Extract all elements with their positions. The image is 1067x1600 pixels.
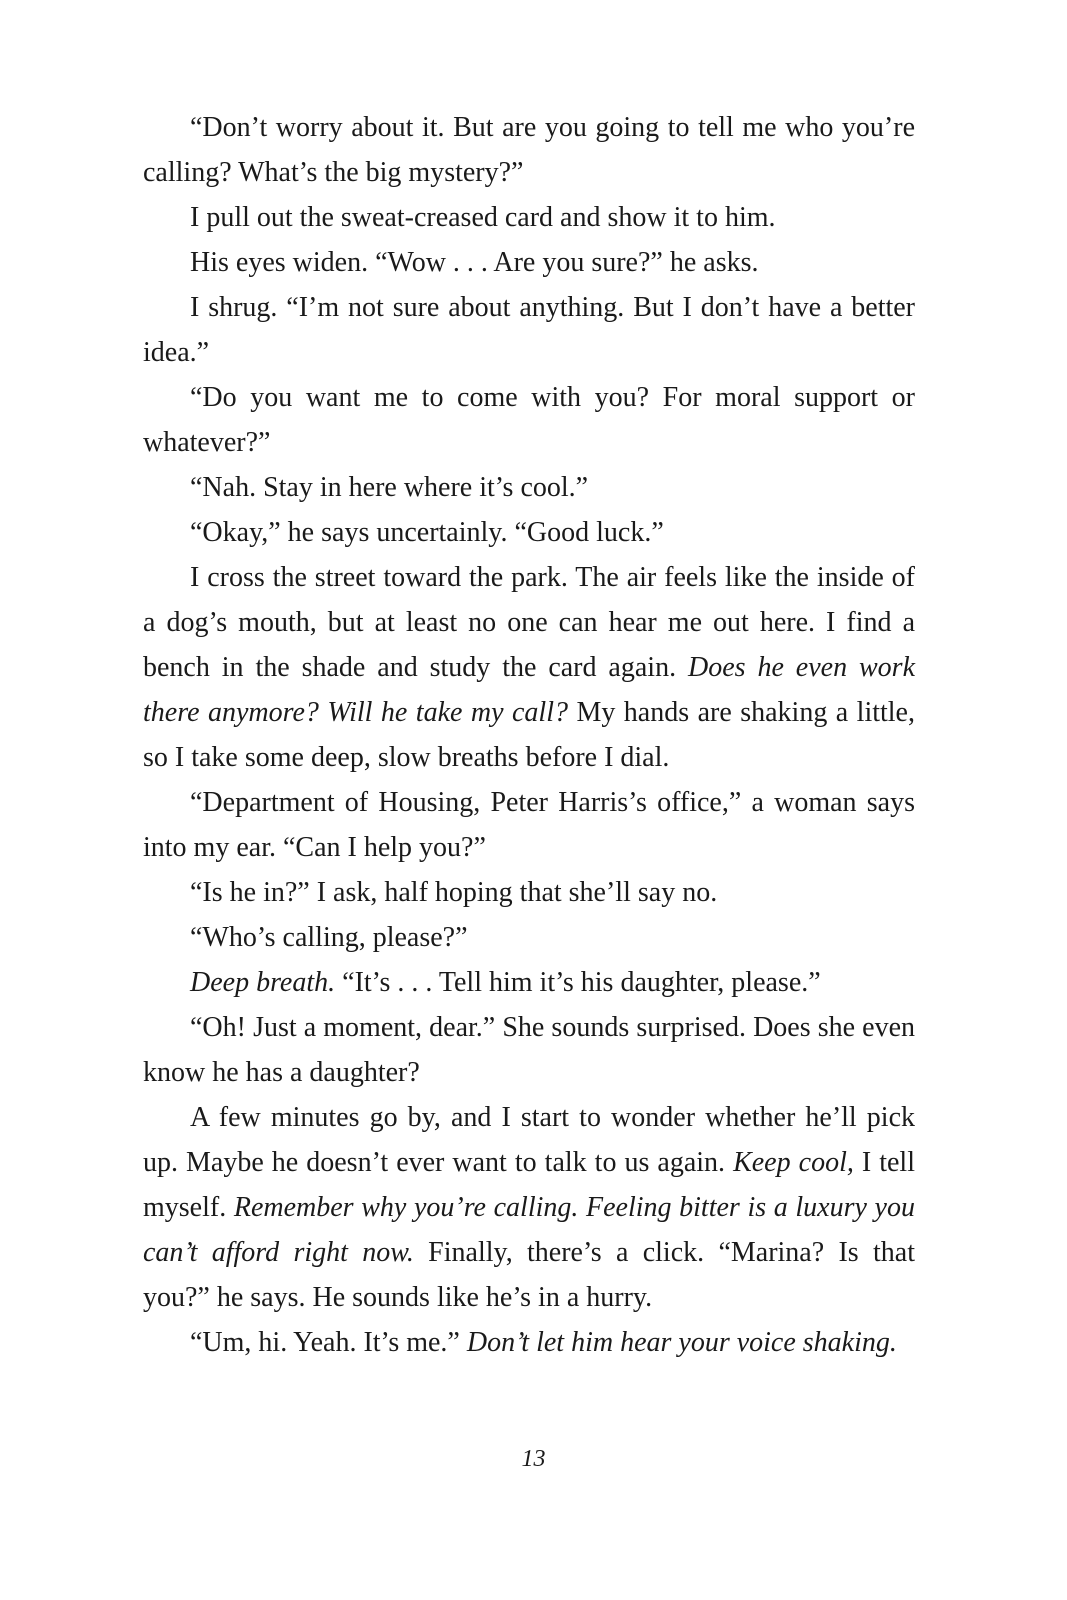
- italic-text: Does he even work there anymore? Will he take my call?: [143, 652, 915, 728]
- paragraph: [143, 375, 915, 465]
- paragraph: [143, 465, 915, 510]
- text-run: His eyes widen. “Wow . . . Are you sure?” he asks.: [190, 247, 759, 278]
- paragraph: [143, 915, 915, 960]
- paragraph: [143, 870, 915, 915]
- paragraph: [143, 240, 915, 285]
- italic-text: Remember why you’re calling. Feeling bitter is a luxury you can’t afford right now.: [143, 1192, 915, 1268]
- paragraph: [143, 555, 915, 780]
- body-text: [143, 105, 915, 1365]
- text-run: “It’s . . . Tell him it’s his daughter, please.”: [335, 967, 821, 998]
- paragraph: [143, 105, 915, 195]
- text-run: A few minutes go by, and I start to wonder whether he’ll pick up. Maybe he doesn’t ever want to talk to us again.: [143, 1102, 915, 1178]
- paragraph: [143, 285, 915, 375]
- paragraph: [143, 1095, 915, 1320]
- text-run: “Um, hi. Yeah. It’s me.”: [190, 1327, 467, 1358]
- paragraph: [143, 195, 915, 240]
- text-run: “Is he in?” I ask, half hoping that she’ll say no.: [190, 877, 718, 908]
- text-run: “Who’s calling, please?”: [190, 922, 468, 953]
- paragraph: [143, 1005, 915, 1095]
- paragraph: [143, 960, 915, 1005]
- paragraph: [143, 510, 915, 555]
- text-run: “Nah. Stay in here where it’s cool.”: [190, 472, 589, 503]
- text-run: “Department of Housing, Peter Harris’s office,” a woman says into my ear. “Can I help you?”: [143, 787, 915, 863]
- paragraph: [143, 1320, 915, 1365]
- text-run: “Don’t worry about it. But are you going to tell me who you’re calling? What’s the big mystery?”: [143, 112, 915, 188]
- text-run: I pull out the sweat-creased card and show it to him.: [190, 202, 776, 233]
- text-run: I shrug. “I’m not sure about anything. But I don’t have a better idea.”: [143, 292, 915, 368]
- paragraph: [143, 780, 915, 870]
- text-run: “Okay,” he says uncertainly. “Good luck.”: [190, 517, 664, 548]
- text-run: “Do you want me to come with you? For moral support or whatever?”: [143, 382, 915, 458]
- text-run: “Oh! Just a moment, dear.” She sounds surprised. Does she even know he has a daughter?: [143, 1012, 915, 1088]
- page-number: 13: [521, 1446, 546, 1472]
- text-run: I tell myself.: [143, 1147, 915, 1223]
- text-run: My hands are shaking a little, so I take some deep, slow breaths before I dial.: [143, 697, 915, 773]
- italic-text: Deep breath.: [190, 967, 336, 998]
- italic-text: Keep cool,: [733, 1147, 854, 1178]
- text-run: I cross the street toward the park. The air feels like the inside of a dog’s mouth, but at least no one can hear me out here. I find a bench in the shade and study the card again.: [143, 562, 915, 683]
- text-run: Finally, there’s a click. “Marina? Is that you?” he says. He sounds like he’s in a hurry.: [143, 1237, 915, 1313]
- italic-text: Don’t let him hear your voice shaking.: [466, 1327, 897, 1358]
